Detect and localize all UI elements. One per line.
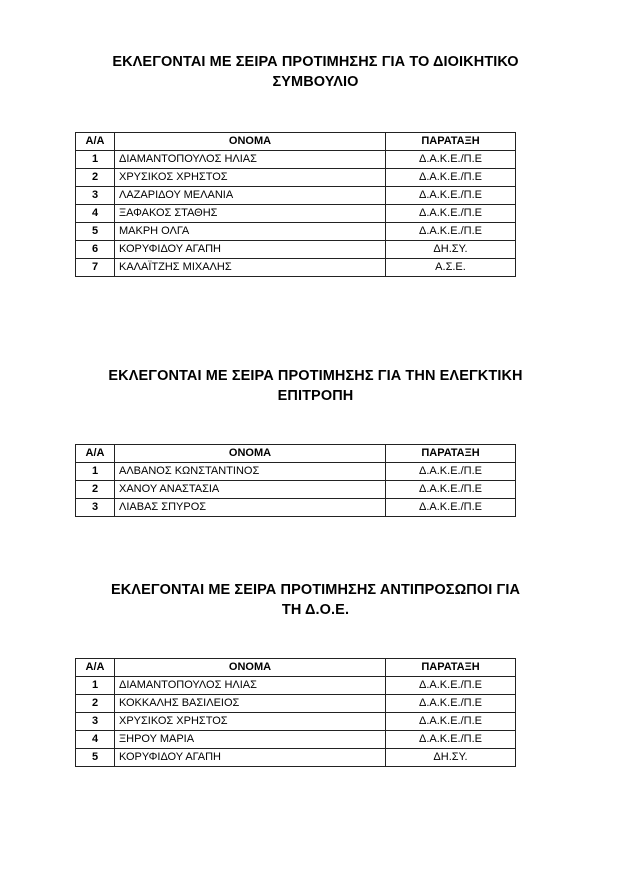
row-party: Δ.Α.Κ.Ε./Π.Ε [386, 463, 516, 481]
section-audit [0, 366, 631, 406]
row-name: ΧΡΥΣΙΚΟΣ ΧΡΗΣΤΟΣ [115, 713, 386, 731]
section-representatives [0, 580, 631, 620]
table-header-row [76, 133, 516, 151]
col-header-party: ΠΑΡΑΤΑΞΗ [386, 133, 516, 151]
section-board [0, 52, 631, 92]
col-header-num: Α/Α [76, 133, 115, 151]
row-party: Δ.Α.Κ.Ε./Π.Ε [386, 151, 516, 169]
row-party: Δ.Α.Κ.Ε./Π.Ε [386, 695, 516, 713]
table-row [76, 713, 516, 731]
row-party: Δ.Α.Κ.Ε./Π.Ε [386, 731, 516, 749]
col-header-name: ΟΝΟΜΑ [115, 659, 386, 677]
table-row [76, 695, 516, 713]
col-header-party: ΠΑΡΑΤΑΞΗ [386, 659, 516, 677]
row-number: 3 [76, 713, 115, 731]
col-header-num: Α/Α [76, 445, 115, 463]
table-row [76, 151, 516, 169]
row-name: ΧΡΥΣΙΚΟΣ ΧΡΗΣΤΟΣ [115, 169, 386, 187]
row-number: 2 [76, 481, 115, 499]
row-number: 6 [76, 241, 115, 259]
row-party: Δ.Α.Κ.Ε./Π.Ε [386, 481, 516, 499]
row-name: ΚΑΛΑΪΤΖΗΣ ΜΙΧΑΛΗΣ [115, 259, 386, 277]
table-row [76, 677, 516, 695]
row-party: Δ.Α.Κ.Ε./Π.Ε [386, 499, 516, 517]
board-table [75, 132, 516, 277]
row-name: ΧΑΝΟΥ ΑΝΑΣΤΑΣΙΑ [115, 481, 386, 499]
row-number: 5 [76, 223, 115, 241]
table-row [76, 169, 516, 187]
row-party: Δ.Α.Κ.Ε./Π.Ε [386, 677, 516, 695]
section-heading: ΕΚΛΕΓΟΝΤΑΙ ΜΕ ΣΕΙΡΑ ΠΡΟΤΙΜΗΣΗΣ ΓΙΑ ΤΟ ΔΙΟΙΚΗΤΙΚΟ ΣΥΜΒΟΥΛΙΟ [112, 54, 519, 90]
table-header-row [76, 659, 516, 677]
row-number: 4 [76, 205, 115, 223]
table-row [76, 205, 516, 223]
col-header-num: Α/Α [76, 659, 115, 677]
row-number: 2 [76, 169, 115, 187]
row-name: ΔΙΑΜΑΝΤΟΠΟΥΛΟΣ ΗΛΙΑΣ [115, 151, 386, 169]
section-heading: ΕΚΛΕΓΟΝΤΑΙ ΜΕ ΣΕΙΡΑ ΠΡΟΤΙΜΗΣΗΣ ΓΙΑ ΤΗΝ ΕΛΕΓΚΤΙΚΗ ΕΠΙΤΡΟΠΗ [108, 368, 523, 404]
row-party: ΔΗ.ΣΥ. [386, 749, 516, 767]
row-name: ΚΟΡΥΦΙΔΟΥ ΑΓΑΠΗ [115, 241, 386, 259]
row-number: 1 [76, 151, 115, 169]
row-party: ΔΗ.ΣΥ. [386, 241, 516, 259]
table-row [76, 223, 516, 241]
row-name: ΚΟΡΥΦΙΔΟΥ ΑΓΑΠΗ [115, 749, 386, 767]
row-name: ΔΙΑΜΑΝΤΟΠΟΥΛΟΣ ΗΛΙΑΣ [115, 677, 386, 695]
row-number: 3 [76, 187, 115, 205]
row-party: Δ.Α.Κ.Ε./Π.Ε [386, 169, 516, 187]
table-row [76, 731, 516, 749]
audit-table [75, 444, 516, 517]
row-number: 1 [76, 463, 115, 481]
row-number: 1 [76, 677, 115, 695]
row-name: ΞΗΡΟΥ ΜΑΡΙΑ [115, 731, 386, 749]
row-number: 4 [76, 731, 115, 749]
col-header-name: ΟΝΟΜΑ [115, 445, 386, 463]
row-party: Δ.Α.Κ.Ε./Π.Ε [386, 713, 516, 731]
row-name: ΛΑΖΑΡΙΔΟΥ ΜΕΛΑΝΙΑ [115, 187, 386, 205]
table-row [76, 749, 516, 767]
row-name: ΛΙΑΒΑΣ ΣΠΥΡΟΣ [115, 499, 386, 517]
representatives-table [75, 658, 516, 767]
row-number: 3 [76, 499, 115, 517]
row-name: ΑΛΒΑΝΟΣ ΚΩΝΣΤΑΝΤΙΝΟΣ [115, 463, 386, 481]
table-row [76, 499, 516, 517]
table-row [76, 463, 516, 481]
col-header-name: ΟΝΟΜΑ [115, 133, 386, 151]
table-row [76, 241, 516, 259]
row-party: Α.Σ.Ε. [386, 259, 516, 277]
row-party: Δ.Α.Κ.Ε./Π.Ε [386, 223, 516, 241]
row-name: ΜΑΚΡΗ ΟΛΓΑ [115, 223, 386, 241]
table-header-row [76, 445, 516, 463]
row-number: 2 [76, 695, 115, 713]
row-number: 7 [76, 259, 115, 277]
col-header-party: ΠΑΡΑΤΑΞΗ [386, 445, 516, 463]
table-row [76, 187, 516, 205]
table-row [76, 259, 516, 277]
table-row [76, 481, 516, 499]
row-name: ΚΟΚΚΑΛΗΣ ΒΑΣΙΛΕΙΟΣ [115, 695, 386, 713]
section-heading: ΕΚΛΕΓΟΝΤΑΙ ΜΕ ΣΕΙΡΑ ΠΡΟΤΙΜΗΣΗΣ ΑΝΤΙΠΡΟΣΩΠΟΙ ΓΙΑ ΤΗ Δ.Ο.Ε. [110, 582, 521, 618]
row-number: 5 [76, 749, 115, 767]
row-party: Δ.Α.Κ.Ε./Π.Ε [386, 205, 516, 223]
row-name: ΞΑΦΑΚΟΣ ΣΤΑΘΗΣ [115, 205, 386, 223]
row-party: Δ.Α.Κ.Ε./Π.Ε [386, 187, 516, 205]
